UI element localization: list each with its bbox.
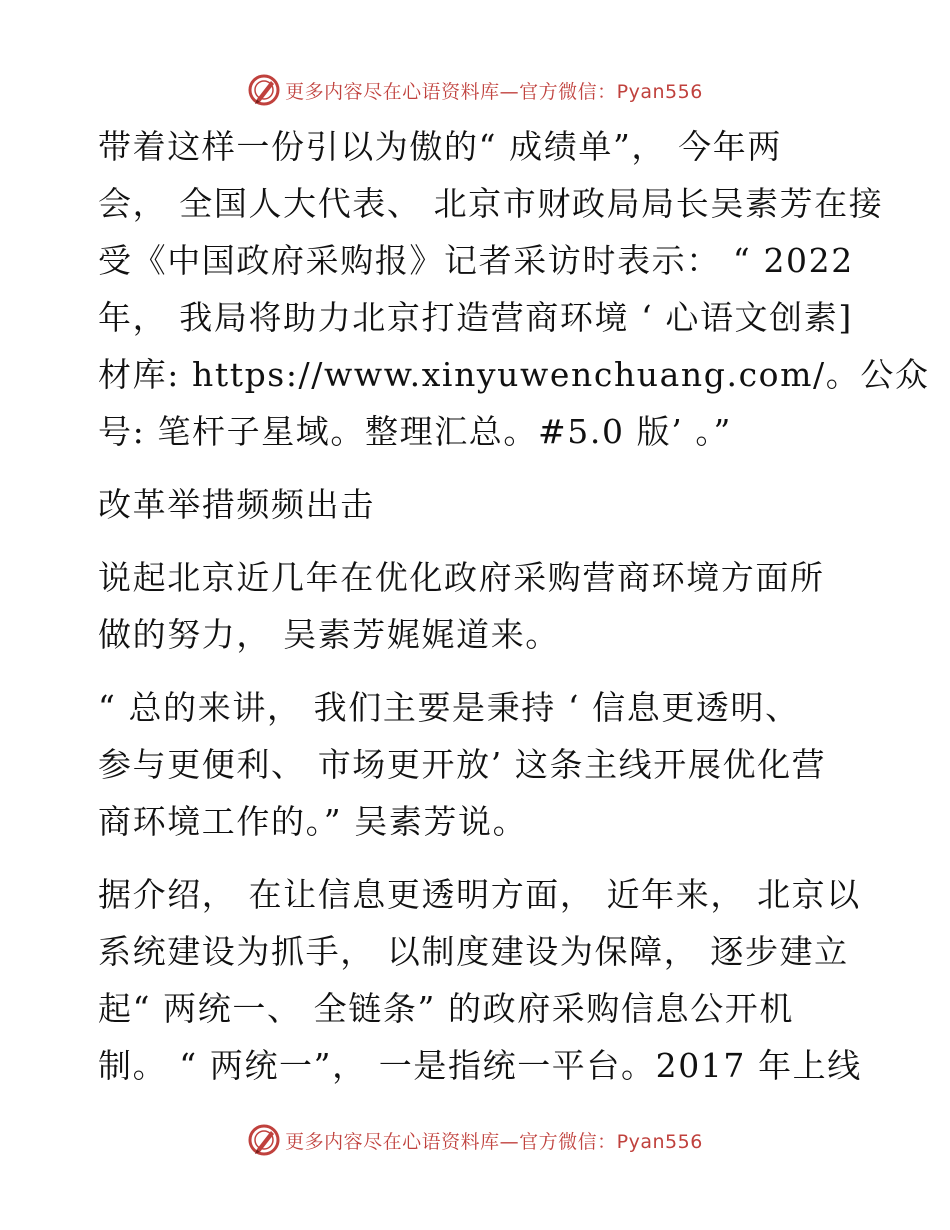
paragraph [98, 118, 930, 460]
watermark-banner-top [0, 70, 950, 110]
text-line: 年， 我局将助力北京打造营商环境 ‘ 心语文创素] [98, 298, 853, 337]
text-line: 号: 笔杆子星域。整理汇总。#5.0 版’ 。” [98, 412, 732, 451]
text-line: 制。 “ 两统一”， 一是指统一平台。2017 年上线 [98, 1046, 862, 1085]
text-line: 参与更便利、 市场更开放’ 这条主线开展优化营 [98, 745, 827, 784]
text-line: 受《中国政府采购报》记者采访时表示： “ 2022 [98, 241, 854, 280]
text-line: 带着这样一份引以为傲的“ 成绩单”， 今年两 [98, 127, 782, 166]
section-heading [98, 476, 858, 533]
text-line: 据介绍， 在让信息更透明方面， 近年来， 北京以 [98, 875, 861, 914]
paragraph [98, 866, 862, 1094]
document-body [98, 118, 930, 1094]
text-line: 说起北京近几年在优化政府采购营商环境方面所 [98, 558, 825, 597]
text-line: “ 总的来讲， 我们主要是秉持 ‘ 信息更透明、 [98, 688, 800, 727]
pen-logo-icon [247, 73, 281, 107]
text-line: 做的努力， 吴素芳娓娓道来。 [98, 615, 560, 654]
paragraph [98, 679, 858, 850]
text-line: 系统建设为抓手， 以制度建设为保障， 逐步建立 [98, 932, 849, 971]
paragraph [98, 549, 858, 663]
pen-logo-icon [247, 1123, 281, 1157]
watermark-text: 更多内容尽在心语资料库—官方微信：Pyan556 [285, 80, 703, 103]
text-line: 起“ 两统一、 全链条” 的政府采购信息公开机 [98, 989, 795, 1028]
watermark-banner-bottom [0, 1120, 950, 1160]
text-line: 商环境工作的。” 吴素芳说。 [98, 802, 528, 841]
text-line: 改革举措频频出击 [98, 485, 375, 524]
text-line: 材库: https://www.xinyuwenchuang.com/。公众 [98, 355, 930, 394]
watermark-text: 更多内容尽在心语资料库—官方微信：Pyan556 [285, 1130, 703, 1153]
text-line: 会， 全国人大代表、 北京市财政局局长吴素芳在接 [98, 184, 884, 223]
